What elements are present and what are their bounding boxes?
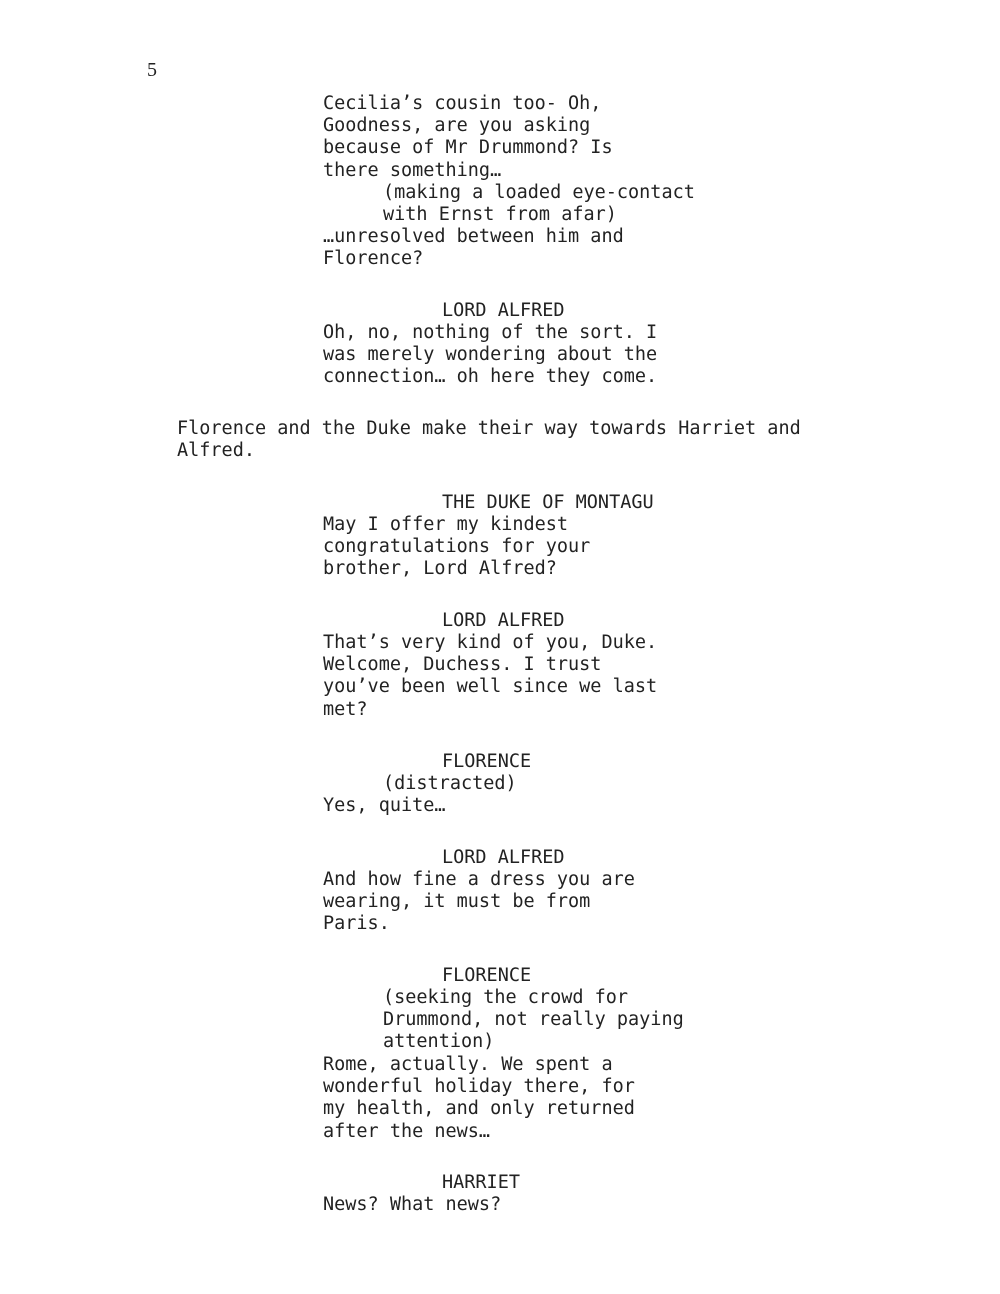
dialogue: …unresolved between him and Florence? <box>323 226 624 270</box>
character-name: LORD ALFRED <box>442 300 565 321</box>
dialogue: May I offer my kindest congratulations for your brother, Lord Alfred? <box>323 514 591 580</box>
dialogue: And how fine a dress you are wearing, it must be from Paris. <box>323 869 635 935</box>
page-number: 5 <box>147 59 157 81</box>
dialogue: News? What news? <box>323 1194 502 1215</box>
parenthetical: (making a loaded eye-contact with Ernst from afar) <box>383 182 695 226</box>
character-name: FLORENCE <box>442 751 532 772</box>
parenthetical: (seeking the crowd for Drummond, not really paying attention) <box>383 987 684 1053</box>
character-name: THE DUKE OF MONTAGU <box>442 492 654 513</box>
character-name: FLORENCE <box>442 965 532 986</box>
character-name: HARRIET <box>442 1172 520 1193</box>
dialogue: Cecilia’s cousin too- Oh, Goodness, are you asking because of Mr Drummond? Is there something… <box>323 93 613 181</box>
character-name: LORD ALFRED <box>442 610 565 631</box>
action-line: Florence and the Duke make their way towards Harriet and Alfred. <box>177 418 801 462</box>
dialogue: Yes, quite… <box>323 795 446 816</box>
dialogue: That’s very kind of you, Duke. Welcome, Duchess. I trust you’ve been well since we last met? <box>323 632 658 720</box>
parenthetical: (distracted) <box>383 773 517 794</box>
dialogue: Rome, actually. We spent a wonderful holiday there, for my health, and only returned after the news… <box>323 1054 635 1142</box>
character-name: LORD ALFRED <box>442 847 565 868</box>
dialogue: Oh, no, nothing of the sort. I was merely wondering about the connection… oh here they come. <box>323 322 658 388</box>
